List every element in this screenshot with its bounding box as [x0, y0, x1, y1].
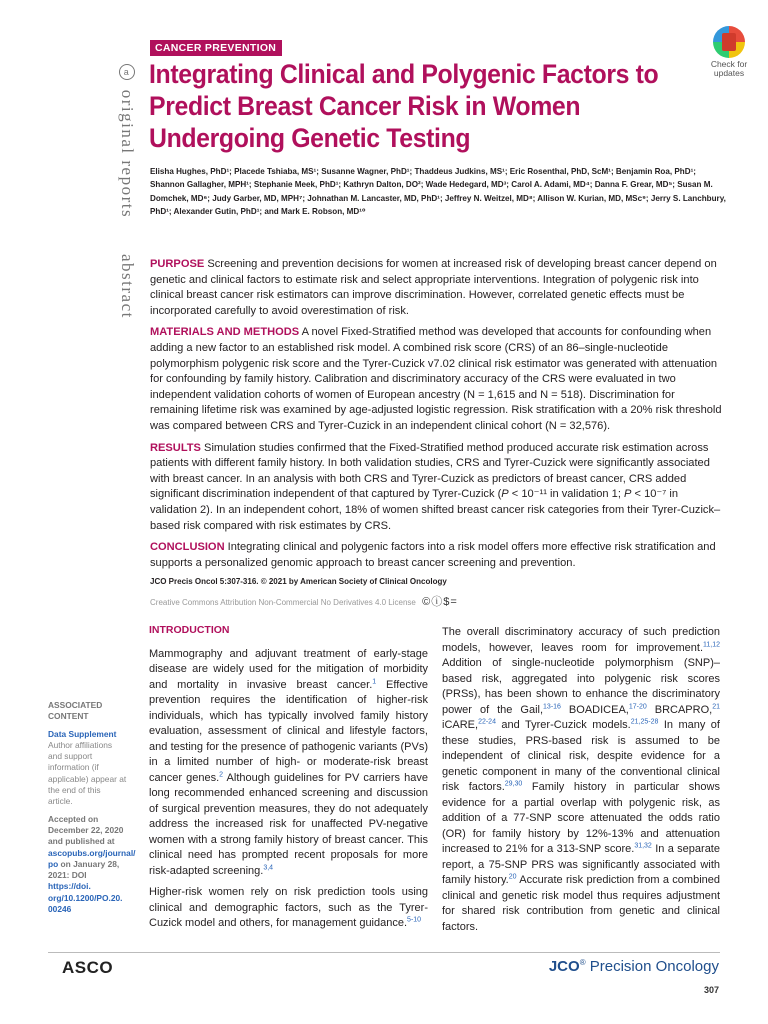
p-value-symbol: P — [501, 488, 509, 501]
sidebar-heading: ASSOCIATED — [48, 700, 103, 710]
abstract-purpose-text: Screening and prevention decisions for women at increased risk of developing breast cancer depend on genetic and clinical factors to estimate risk and select appropriate interventions. Integration of polygenic risk into clinical breast cancer risk estimators can improve discrimination. However, correlated genetic effects must be incorporated carefully to avoid overestimation of risk. — [150, 258, 717, 317]
abstract-heading-results: RESULTS — [150, 441, 201, 454]
sidebar-dates: December 22, 2020 — [48, 824, 124, 835]
abstract — [150, 257, 722, 577]
sidebar-text: and support — [48, 751, 93, 762]
author-list: Elisha Hughes, PhD¹; Placede Tshiaba, MS¹; Susanne Wagner, PhD¹; Thaddeus Judkins, MS¹; Eric Rosenthal, PhD, ScM¹; Benjamin Roa, PhD¹; Shannon Gallagher, MPH¹; Stephanie Meek, PhD¹; Kathryn Dalton, DO²; Wade Hedegard, MD³; Carol A. Adami, MD⁴; Danna F. Grear, MD⁵; Susan M. Domchek, MD⁶; Judy Garber, MD, MPH⁷; Johnathan M. Lancaster, MD, PhD¹; Jeffrey N. Weitzel, MD⁸; Allison W. Kurian, MD, MSc⁹; Jerry S. Lanchbury, PhD¹; Alexander Gutin, PhD¹; and Mark E. Robson, MD¹⁰ — [150, 167, 726, 217]
side-label-text: original reports — [118, 89, 137, 219]
paragraph-text: Addition of single-nucleotide polymorphism (SNP)–based risk, aggregated into polygenic risk scores (PRSs), has been shown to enhance the discriminatory power of the Gail, — [442, 657, 720, 716]
sidebar-dates — [48, 859, 130, 870]
paragraph-text: Accurate risk prediction from a combined clinical and genetic risk model thus requires adjustment for shared risk contribution from genetic and clinical factors. — [442, 874, 720, 933]
sidebar-text: Author affiliations — [48, 739, 113, 750]
abstract-heading-purpose: PURPOSE — [150, 258, 205, 270]
paragraph — [149, 647, 428, 880]
doi-link[interactable]: https://doi. — [48, 881, 91, 892]
check-for-updates-label: Check for updates — [710, 59, 748, 78]
paragraph-text: In a separate report, a 75-SNP PRS was significantly associated with family history. — [442, 843, 720, 886]
section-tag: CANCER PREVENTION — [150, 40, 282, 56]
sidebar-doi — [48, 870, 130, 893]
paragraph-text: iCARE, — [442, 719, 479, 731]
paragraph-text: Family history in particular shows evidence for a partial overlap with polygenic risk, as addition of a 77-SNP score attenuated the odds ratio (OR) for family history by 12%-13% and attenuation increased to 21% for a 313-SNP score. — [442, 781, 720, 855]
abstract-heading-conclusion: CONCLUSION — [150, 541, 225, 554]
reference-link[interactable]: 21 — [712, 702, 720, 710]
associated-content-sidebar — [48, 700, 136, 915]
sidebar-text: information (if — [48, 762, 99, 773]
paragraph-text: BOADICEA, — [560, 703, 629, 716]
sidebar-text: applicable) appear at — [48, 773, 127, 784]
doi-link[interactable]: org/10.1200/PO.20. — [48, 892, 123, 903]
paragraph-text: Effective prevention requires the identification of higher-risk individuals, which has typically involved family history evaluation, assessment of clinical and lifestyle factors, and testing for the presence of pathogenic variants (PVs) in a limited number of high- or moderate-risk breast cancer genes. — [149, 678, 428, 784]
check-for-updates-badge[interactable] — [704, 26, 754, 82]
paragraph-text: Although guidelines for PV carriers have long recommended enhanced screening and discussion of surgical prevention measures, they do not adequately address the increased risk for unaffected PV-negative women with a strong family history of breast cancer. This clinical need has prompted recent proposals for more risk-adapted screening. — [149, 771, 428, 877]
paragraph — [442, 625, 720, 935]
abstract-conclusion-text: Integrating clinical and polygenic factors into a risk model offers more effective risk stratification and supports a personalized genomic approach to breast cancer screening and prevention. — [150, 541, 716, 569]
sidebar-dates: and published at — [48, 836, 115, 847]
reference-link[interactable]: 1 — [372, 677, 377, 685]
jco-mark: JCO — [548, 958, 580, 975]
reference-link[interactable]: 22-24 — [478, 718, 496, 726]
sidebar-date-text: on January 28, — [58, 858, 120, 869]
sidebar-text: the end of this — [48, 785, 101, 796]
license-link[interactable]: Creative Commons Attribution Non-Commercial No Derivatives 4.0 License — [150, 598, 416, 607]
abstract-methods — [150, 325, 722, 434]
side-label-abstract: abstract — [118, 254, 137, 319]
paragraph-text: The overall discriminatory accuracy of such prediction models, however, leaves room for improvement. — [442, 626, 720, 654]
reference-link[interactable]: 2 — [219, 770, 224, 778]
reference-link[interactable]: 13-16 — [543, 702, 561, 710]
journal-link[interactable]: ascopubs.org/journal/ — [48, 847, 136, 858]
doi-link[interactable]: 00246 — [48, 904, 72, 915]
abstract-conclusion — [150, 540, 722, 571]
sidebar-text: article. — [48, 796, 73, 807]
paragraph-text: Higher-risk women rely on risk prediction tools using clinical and demographic factors, such as the Tyrer-Cuzick model and others, for management guidance. — [149, 886, 428, 929]
side-label-original-reports — [115, 64, 137, 218]
reference-link[interactable]: 5-10 — [407, 916, 422, 924]
introduction-column — [149, 623, 428, 938]
creative-commons-icon: ©ⓘ$= — [422, 596, 458, 608]
article-title: Integrating Clinical and Polygenic Factors to Predict Breast Cancer Risk in Women Undergoing Genetic Testing — [149, 59, 659, 153]
paragraph — [149, 885, 428, 932]
doi-label: 2021: DOI — [48, 870, 87, 881]
abstract-purpose — [150, 257, 722, 319]
paragraph-text: BRCAPRO, — [646, 703, 713, 716]
paragraph-text: Mammography and adjuvant treatment of early-stage disease are widely used for the mitigation of morbidity and mortality in invasive breast cancer. — [149, 647, 428, 691]
license — [150, 593, 730, 609]
reference-link[interactable]: 31,32 — [634, 842, 652, 850]
sidebar-heading: CONTENT — [48, 711, 89, 722]
footer-divider — [48, 952, 720, 953]
reference-link[interactable]: 11,12 — [703, 640, 720, 648]
bookmark-icon — [713, 26, 745, 58]
open-access-icon: a — [119, 64, 135, 80]
abstract-heading-methods: MATERIALS AND METHODS — [150, 326, 300, 339]
sidebar-dates: Accepted on — [48, 813, 99, 824]
abstract-results-text-b: < 10⁻¹¹ in validation 1; — [508, 488, 625, 501]
asco-logo: ASCO — [62, 958, 114, 977]
paragraph-text: and Tyrer-Cuzick models. — [495, 719, 631, 731]
reference-link[interactable]: 17-20 — [628, 702, 647, 710]
abstract-results-text-c: < 10⁻⁷ in validation 2). In an independent cohort, 18% of women shifted breast cancer risk categories from their Tyrer-Cuzick–based risk compared with risk estimates by CRS. — [150, 488, 721, 532]
reference-link[interactable]: 29,30 — [504, 780, 523, 788]
abstract-results-text-a: Simulation studies confirmed that the Fixed-Stratified method produced accurate risk estimation across patients with different family history. In both validation studies, CRS and Tyrer-Cuzick were significantly associated with breast cancer. In an analysis with both CRS and Tyrer-Cuzick as predictors of breast cancer, CRS added significant discrimination independent of that captured by Tyrer-Cuzick ( — [150, 441, 710, 501]
right-column — [442, 625, 720, 941]
abstract-methods-text: A novel Fixed-Stratified method was developed that accounts for confounding when adding a new factor to an established risk model. A combined risk score (CRS) of an 86–single-nucleotide polymorphism polygenic risk score and the Tyrer-Cuzick v7.02 clinical risk estimator was generated with attenuation for confounding by family history. Calibration and discriminatory accuracy of the CRS were evaluated in two independent validation cohorts of women of European ancestry (N = 1,615 and N = 518). Discrimination for remaining lifetime risk was examined by age-adjusted logistic regression. Risk stratification with a 20% risk threshold was compared between CRS and Tyrer-Cuzick in an independent clinical cohort (N = 32,576). — [150, 326, 722, 432]
abstract-results — [150, 441, 722, 535]
citation: JCO Precis Oncol 5:307-316. © 2021 by American Society of Clinical Oncology — [150, 577, 447, 586]
journal-name: Precision Oncology — [585, 958, 719, 975]
reference-link[interactable]: 3,4 — [263, 863, 274, 871]
introduction-heading: INTRODUCTION — [149, 624, 230, 636]
journal-logo — [549, 958, 719, 975]
paragraph-text: In many of these studies, PRS-based risk is assumed to be independent of clinical risk, despite evidence for a genetic component in many of the conventional clinical risk factors. — [442, 719, 720, 793]
reference-link[interactable]: 21,25-28 — [630, 718, 659, 726]
journal-link[interactable]: po — [48, 858, 59, 869]
page-number: 307 — [703, 985, 719, 995]
data-supplement-link[interactable]: Data Supplement — [48, 728, 117, 739]
reference-link[interactable]: 20 — [508, 873, 517, 881]
registered-mark: ® — [579, 958, 586, 967]
p-value-symbol: P — [624, 488, 632, 501]
